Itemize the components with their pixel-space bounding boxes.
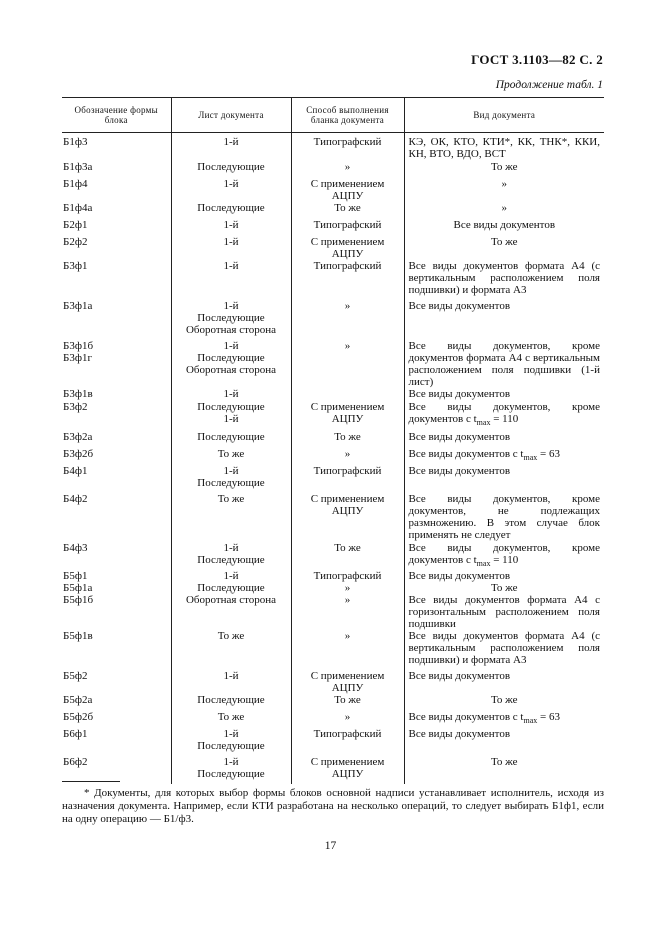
form-code-cell: Б1ф4	[63, 177, 88, 190]
document-type-cell: Все виды документов	[404, 670, 604, 694]
document-type-text: Все виды документов, кроме документов с t	[408, 541, 600, 566]
form-code-cell: Б1ф3	[63, 136, 88, 148]
document-type-cell: »	[404, 178, 604, 202]
form-code-cell: Б5ф2а	[63, 693, 93, 706]
method-cell: С применением АЦПУ	[291, 236, 404, 260]
method-cell: Типографский » »	[291, 570, 404, 630]
table-row	[62, 756, 604, 784]
table-row	[62, 694, 604, 711]
sheet-cell: 1-й	[171, 260, 291, 300]
form-code-cell: Б3ф1а	[63, 299, 93, 312]
footnote: * Документы, для которых выбор формы блоков основной надписи устанавливает исполнитель, исходя из назначения документа. Например, если КТИ разработана на несколько операций, то следует выбирать Б1ф1, если на одну операцию — Б1/ф3.	[62, 787, 604, 825]
method-cell: »	[291, 340, 404, 388]
document-type-cell	[404, 711, 604, 728]
sheet-cell: 1-й Последующие	[171, 542, 291, 570]
document-type-value: = 63	[537, 447, 560, 460]
sheet-cell: 1-й Последующие Оборотная сторона	[171, 300, 291, 340]
method-cell	[291, 388, 404, 401]
table-row	[62, 178, 604, 202]
document-type-cell: »	[404, 202, 604, 219]
table-row	[62, 431, 604, 448]
table-row	[62, 202, 604, 219]
method-cell: То же	[291, 431, 404, 448]
table-row	[62, 542, 604, 570]
table-row	[62, 219, 604, 236]
table-row	[62, 401, 604, 431]
table-row	[62, 236, 604, 260]
method-cell: »	[291, 711, 404, 728]
document-type-cell	[404, 401, 604, 431]
document-type-cell: То же	[404, 756, 604, 784]
form-code-cell: Б6ф2	[63, 755, 88, 768]
form-code-cell: Б5ф2	[63, 669, 88, 682]
sheet-cell: 1-й	[171, 388, 291, 401]
sheet-cell: 1-й Последующие Оборотная сторона	[171, 570, 291, 630]
sheet-cell: Последующие	[171, 431, 291, 448]
document-type-cell	[404, 570, 604, 630]
sheet-cell: 1-й Последующие Оборотная сторона	[171, 340, 291, 388]
document-type-cell: Все виды документов	[404, 388, 604, 401]
method-cell: Типографский	[291, 219, 404, 236]
table-row	[62, 340, 604, 388]
sheet-cell: 1-й	[171, 219, 291, 236]
sheet-cell: То же	[171, 493, 291, 542]
table-row	[62, 388, 604, 401]
document-type-cell	[404, 448, 604, 465]
subscript-max: max	[523, 715, 538, 725]
form-code-cell: Б2ф2	[63, 235, 88, 248]
document-type-cell: Все виды документов, кроме документов формата А4 с вертикальным расположением поля подшивки (1-й лист)	[404, 340, 604, 388]
table-row	[62, 493, 604, 542]
sheet-cell: 1-й Последующие	[171, 465, 291, 493]
form-code-cell: Б5ф1 Б5ф1а Б5ф1б	[63, 569, 94, 606]
sheet-cell: 1-й	[171, 670, 291, 694]
table-row	[62, 728, 604, 756]
form-code-cell: Б1ф4а	[63, 201, 93, 214]
table-row	[62, 161, 604, 178]
table-row	[62, 570, 604, 630]
document-type-line: То же	[491, 581, 518, 594]
form-code-cell: Б5ф1в	[63, 629, 93, 642]
column-header: Способ выполнения бланка документа	[291, 98, 404, 133]
method-cell: То же	[291, 694, 404, 711]
document-type-cell: То же	[404, 236, 604, 260]
document-type-cell: Все виды документов	[404, 300, 604, 340]
form-code-cell: Б3ф1	[63, 259, 88, 272]
page-header: ГОСТ 3.1103—82 С. 2	[471, 52, 603, 67]
document-type-cell: Все виды документов	[404, 465, 604, 493]
document-type-line: Все виды документов формата А4 с горизонтальным расположением поля подшивки	[408, 593, 600, 630]
document-type-cell: Все виды документов формата А4 (с вертикальным расположением поля подшивки) и формата А3	[404, 260, 604, 300]
document-type-text: Все виды документов, кроме документов с t	[408, 400, 600, 425]
subscript-max: max	[476, 558, 491, 568]
sheet-cell: Последующие	[171, 202, 291, 219]
form-code-cell: Б3ф1в	[63, 387, 93, 400]
sheet-cell: 1-й	[171, 236, 291, 260]
document-type-value: = 110	[490, 412, 519, 425]
column-header: Лист документа	[171, 98, 291, 133]
page-number: 17	[324, 840, 337, 852]
table-row	[62, 300, 604, 340]
sheet-cell: 1-й	[171, 133, 291, 161]
form-code-cell: Б2ф1	[63, 218, 88, 231]
document-type-cell: То же	[404, 694, 604, 711]
table-row	[62, 448, 604, 465]
document-type-cell: КЭ, ОК, КТО, КТИ*, КК, ТНК*, ККИ, КН, ВТО, ВДО, ВСТ	[404, 133, 604, 161]
form-code-cell: Б3ф2	[63, 400, 88, 413]
method-cell: »	[291, 161, 404, 178]
document-type-text: Все виды документов с t	[408, 710, 524, 723]
document-type-value: = 63	[537, 710, 560, 723]
document-type-line: Все виды документов	[408, 569, 511, 582]
method-cell: С применением АЦПУ	[291, 178, 404, 202]
subscript-max: max	[476, 417, 491, 427]
column-header: Обозначение формы блока	[62, 98, 171, 133]
sheet-cell: 1-й Последующие	[171, 756, 291, 784]
document-type-cell: Все виды документов	[404, 219, 604, 236]
method-cell: То же	[291, 202, 404, 219]
method-cell: То же	[291, 542, 404, 570]
document-type-cell: То же	[404, 161, 604, 178]
subscript-max: max	[523, 452, 538, 462]
block-forms-table	[62, 97, 604, 784]
form-code-cell: Б1ф3а	[63, 160, 93, 173]
method-cell: С применением АЦПУ	[291, 670, 404, 694]
document-type-cell	[404, 542, 604, 570]
table-continuation-label: Продолжение табл. 1	[495, 79, 603, 91]
form-code-cell: Б3ф2а	[63, 430, 93, 443]
sheet-cell: То же	[171, 448, 291, 465]
table-row	[62, 465, 604, 493]
footnote-rule	[62, 781, 120, 782]
method-cell: С применением АЦПУ	[291, 493, 404, 542]
form-code-cell: Б5ф2б	[63, 710, 94, 723]
form-code-cell: Б4ф1	[63, 464, 88, 477]
table-header-row	[62, 98, 604, 133]
document-type-value: = 110	[490, 553, 519, 566]
column-header: Вид документа	[404, 98, 604, 133]
document-type-cell: Все виды документов, кроме документов, не подлежащих размножению. В этом случае блок применять не следует	[404, 493, 604, 542]
document-type-cell: Все виды документов	[404, 431, 604, 448]
table-row	[62, 711, 604, 728]
method-cell: Типографский	[291, 133, 404, 161]
sheet-cell: Последующие 1-й	[171, 401, 291, 431]
form-code-cell: Б3ф2б	[63, 447, 94, 460]
sheet-cell: 1-й Последующие	[171, 728, 291, 756]
method-cell: »	[291, 300, 404, 340]
document-type-text: Все виды документов с t	[408, 447, 524, 460]
form-code-cell: Б4ф2	[63, 492, 88, 505]
method-cell: »	[291, 630, 404, 670]
sheet-cell: Последующие	[171, 694, 291, 711]
form-code-cell: Б6ф1	[63, 727, 88, 740]
table-row	[62, 630, 604, 670]
method-cell: Типографский	[291, 728, 404, 756]
sheet-cell: 1-й	[171, 178, 291, 202]
sheet-cell: Последующие	[171, 161, 291, 178]
method-cell: С применением АЦПУ	[291, 756, 404, 784]
method-cell: С применением АЦПУ	[291, 401, 404, 431]
document-type-cell: Все виды документов	[404, 728, 604, 756]
sheet-cell: То же	[171, 711, 291, 728]
document-type-cell: Все виды документов формата А4 (с вертикальным расположением поля подшивки) и формата А3	[404, 630, 604, 670]
method-cell: Типографский	[291, 260, 404, 300]
sheet-cell: То же	[171, 630, 291, 670]
method-cell: »	[291, 448, 404, 465]
table-row	[62, 260, 604, 300]
table-row	[62, 133, 604, 161]
method-cell: Типографский	[291, 465, 404, 493]
table-row	[62, 670, 604, 694]
form-code-cell: Б3ф1б Б3ф1г	[63, 339, 94, 364]
form-code-cell: Б4ф3	[63, 541, 88, 554]
